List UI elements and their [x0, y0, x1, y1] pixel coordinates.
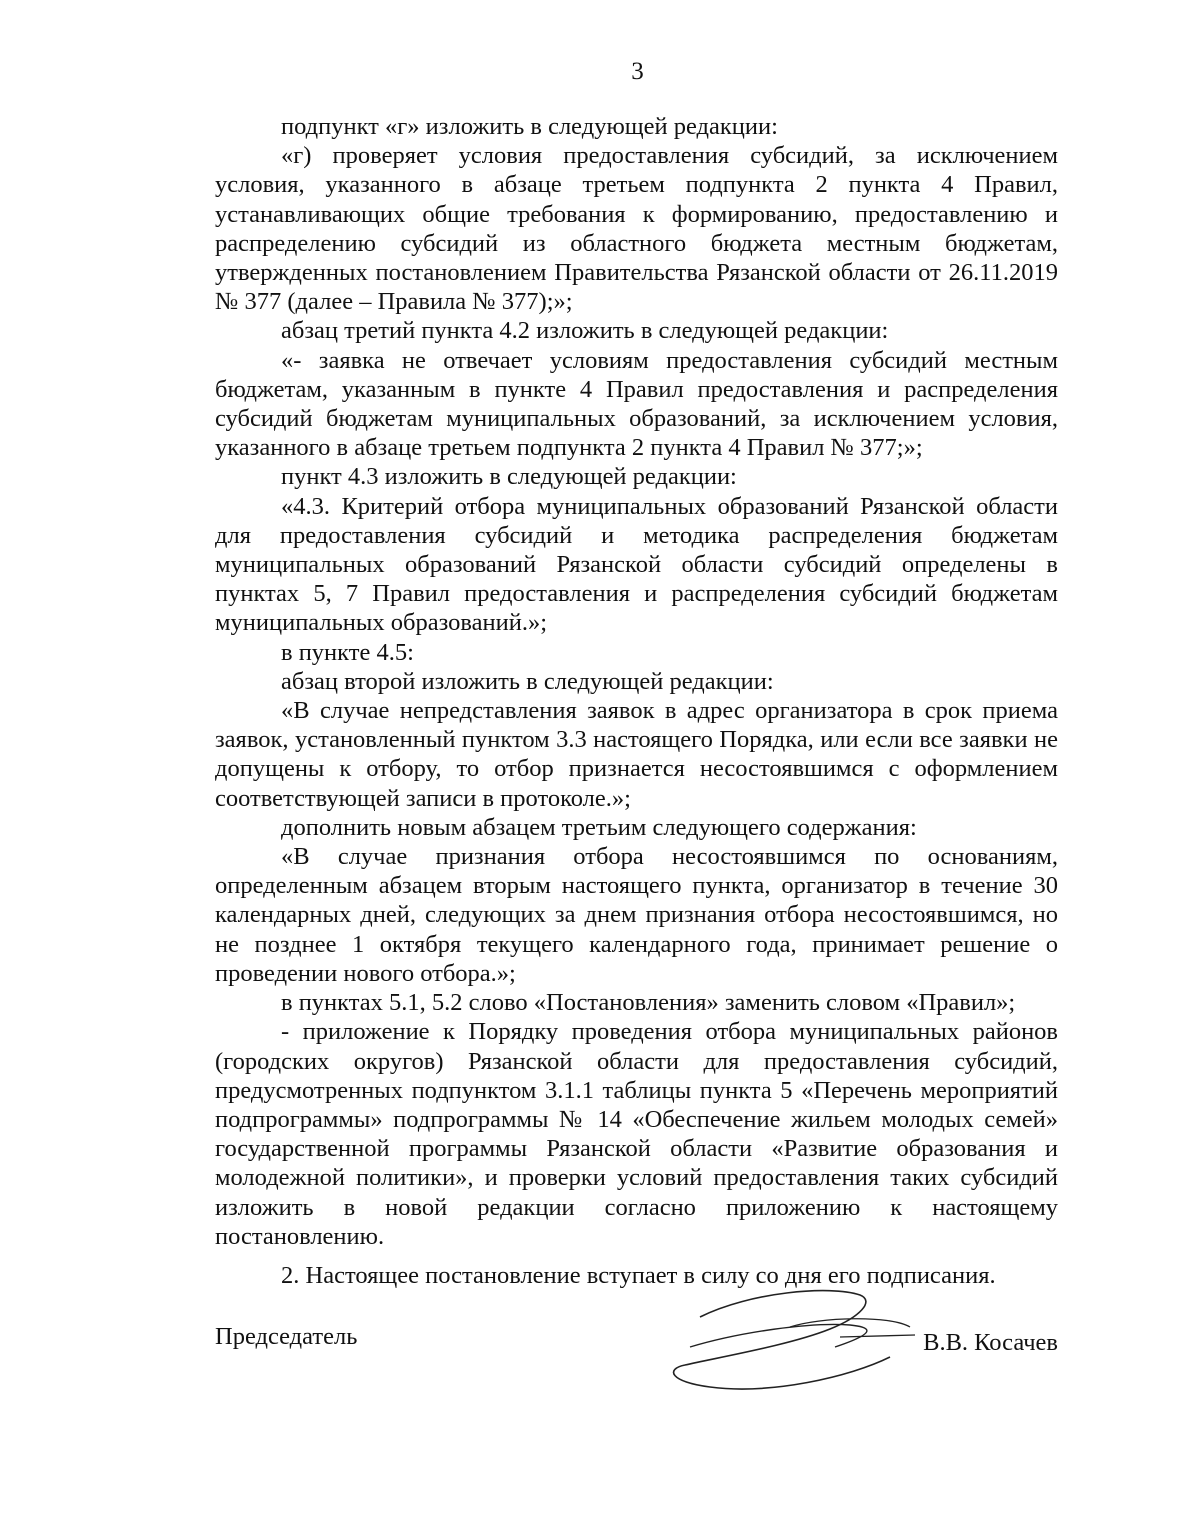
paragraph: абзац третий пункта 4.2 изложить в следующей редакции:	[281, 317, 889, 345]
paragraph: в пунктах 5.1, 5.2 слово «Постановления» заменить словом «Правил»;	[281, 989, 1016, 1017]
paragraph: «В случае непредставления заявок в адрес организатора в срок приема заявок, установленный пунктом 3.3 настоящего Порядка, или если все заявки не допущены к отбору, то отбор признается несостоявшимся с оформлением соответствующей записи в протоколе.»;	[215, 697, 1058, 812]
paragraph: пункт 4.3 изложить в следующей редакции:	[281, 463, 737, 491]
paragraph: 2. Настоящее постановление вступает в силу со дня его подписания.	[281, 1261, 996, 1289]
paragraph: «В случае признания отбора несостоявшимся по основаниям, определенным абзацем вторым настоящего пункта, организатор в течение 30 календарных дней, следующих за днем признания отбора несостоявшимся, но не позднее 1 октября текущего календарного года, принимает решение о проведении нового отбора.»;	[215, 843, 1058, 987]
paragraph: «г) проверяет условия предоставления субсидий, за исключением условия, указанного в абзаце третьем подпункта 2 пункта 4 Правил, устанавливающих общие требования к формированию, предоставлению и распределению субсидий из областного бюджета местным бюджетам, утвержденных постановлением Правительства Рязанской области от 26.11.2019 № 377 (далее – Правила № 377);»;	[215, 142, 1058, 316]
signer-title: Председатель	[215, 1323, 358, 1350]
paragraph: абзац второй изложить в следующей редакции:	[281, 667, 774, 695]
paragraph: подпункт «г» изложить в следующей редакции:	[281, 113, 778, 140]
document-body	[215, 112, 1058, 1290]
signature-block	[215, 1317, 1058, 1427]
paragraph: «4.3. Критерий отбора муниципальных образований Рязанской области для предоставления субсидий и методика распределения бюджетам муниципальных образований Рязанской области субсидий определены в пунктах 5, 7 Правил предоставления и распределения субсидий бюджетам муниципальных образований.»;	[215, 492, 1058, 637]
paragraph: в пункте 4.5:	[281, 638, 414, 666]
handwritten-signature	[660, 1287, 920, 1407]
page-number: 3	[631, 58, 644, 85]
signer-name: В.В. Косачев	[923, 1329, 1058, 1356]
paragraph: «- заявка не отвечает условиям предоставления субсидий местным бюджетам, указанным в пункте 4 Правил предоставления и распределения субсидий бюджетам муниципальных образований, за исключением условия, указанного в абзаце третьем подпункта 2 пункта 4 Правил № 377;»;	[215, 346, 1058, 462]
paragraph: дополнить новым абзацем третьим следующего содержания:	[281, 813, 917, 841]
paragraph: - приложение к Порядку проведения отбора муниципальных районов (городских округов) Рязанской области для предоставления субсидий, предусмотренных подпунктом 3.1.1 таблицы пункта 5 «Перечень мероприятий подпрограммы» подпрограммы № 14 «Обеспечение жильем молодых семей» государственной программы Рязанской области «Развитие образования и молодежной политики», и проверки условий предоставления таких субсидий изложить в новой редакции согласно приложению к настоящему постановлению.	[215, 1018, 1058, 1250]
